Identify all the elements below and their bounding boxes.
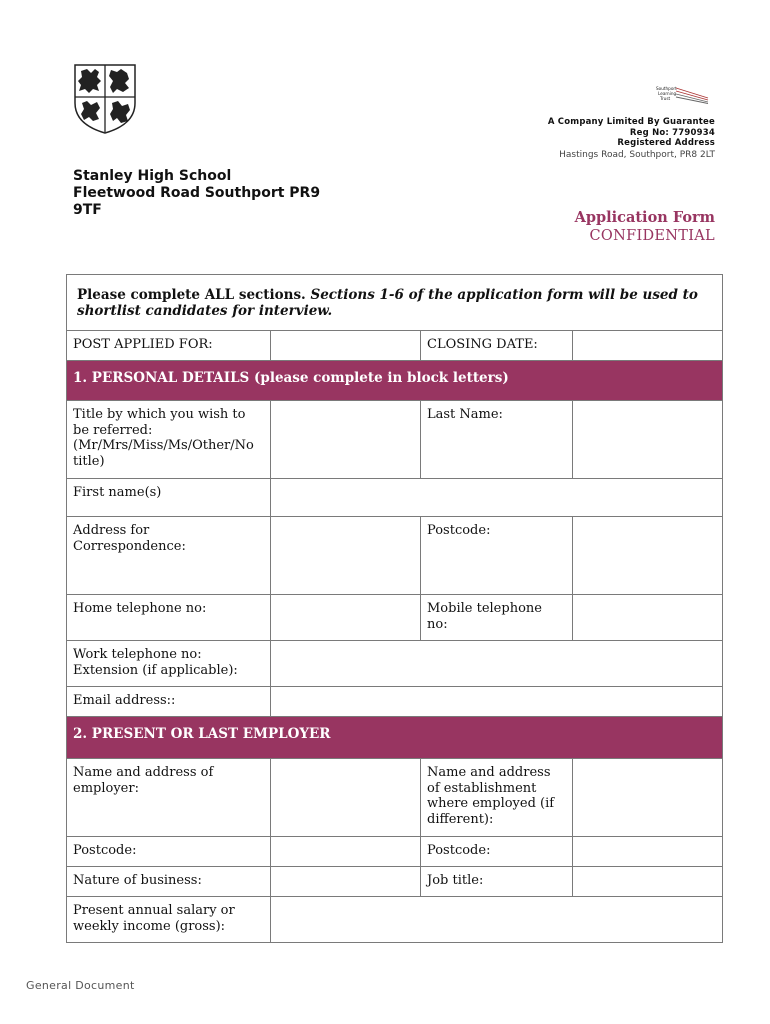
nature-of-business-field[interactable]	[271, 867, 421, 897]
salary-label: Present annual salary or weekly income (gross):	[67, 897, 271, 943]
email-field[interactable]	[271, 687, 723, 717]
establishment-postcode-field[interactable]	[573, 837, 723, 867]
email-label: Email address::	[67, 687, 271, 717]
section-2-heading: 2. PRESENT OR LAST EMPLOYER	[67, 717, 723, 759]
postcode-label: Postcode:	[421, 517, 573, 595]
footer-label: General Document	[26, 979, 135, 992]
employer-postcode-field[interactable]	[271, 837, 421, 867]
address-label: Address for Correspondence:	[67, 517, 271, 595]
company-registered-address-label: Registered Address	[617, 138, 715, 148]
form-title-block	[575, 209, 715, 245]
closing-date-field[interactable]	[573, 331, 723, 361]
address-field[interactable]	[271, 517, 421, 595]
form-title: Application Form	[574, 209, 715, 226]
form-confidential: CONFIDENTIAL	[589, 228, 715, 244]
salary-field[interactable]	[271, 897, 723, 943]
home-telephone-label: Home telephone no:	[67, 595, 271, 641]
closing-date-label: CLOSING DATE:	[421, 331, 573, 361]
logo-text-2: Learning	[658, 91, 677, 96]
logo-text-1: Southport	[656, 86, 677, 91]
establishment-field[interactable]	[573, 759, 723, 837]
application-form-table	[66, 274, 723, 943]
section-1-heading: 1. PERSONAL DETAILS (please complete in block letters)	[67, 361, 723, 401]
school-address: Stanley High School Fleetwood Road Southport PR9 9TF	[73, 168, 321, 218]
first-names-label: First name(s)	[67, 479, 271, 517]
home-telephone-field[interactable]	[271, 595, 421, 641]
employer-label: Name and address of employer:	[67, 759, 271, 837]
mobile-telephone-label: Mobile telephone no:	[421, 595, 573, 641]
last-name-label: Last Name:	[421, 401, 573, 479]
company-address: Hastings Road, Southport, PR8 2LT	[559, 149, 715, 160]
logo-text-3: Trust	[660, 96, 671, 101]
form-instructions	[67, 275, 723, 331]
company-line-1: A Company Limited By Guarantee	[547, 117, 715, 127]
instructions-italic: Sections 1-6 of the application form will be used to shortlist candidates for interview.	[77, 287, 698, 319]
last-name-field[interactable]	[573, 401, 723, 479]
job-title-field[interactable]	[573, 867, 723, 897]
company-reg-no: Reg No: 7790934	[629, 127, 715, 138]
trust-logo	[652, 84, 712, 104]
mobile-telephone-field[interactable]	[573, 595, 723, 641]
establishment-label: Name and address of establishment where employed (if different):	[421, 759, 573, 837]
employer-field[interactable]	[271, 759, 421, 837]
instructions-bold: Please complete ALL sections.	[77, 287, 306, 303]
school-crest-logo	[73, 63, 137, 135]
postcode-field[interactable]	[573, 517, 723, 595]
title-label: Title by which you wish to be referred: (Mr/Mrs/Miss/Ms/Other/No title)	[67, 401, 271, 479]
title-field[interactable]	[271, 401, 421, 479]
post-applied-label: POST APPLIED FOR:	[67, 331, 271, 361]
work-telephone-label: Work telephone no: Extension (if applicable):	[67, 641, 271, 687]
work-telephone-field[interactable]	[271, 641, 723, 687]
employer-postcode-label: Postcode:	[67, 837, 271, 867]
post-applied-field[interactable]	[271, 331, 421, 361]
company-info	[548, 117, 715, 160]
job-title-label: Job title:	[421, 867, 573, 897]
nature-of-business-label: Nature of business:	[67, 867, 271, 897]
establishment-postcode-label: Postcode:	[421, 837, 573, 867]
first-names-field[interactable]	[271, 479, 723, 517]
